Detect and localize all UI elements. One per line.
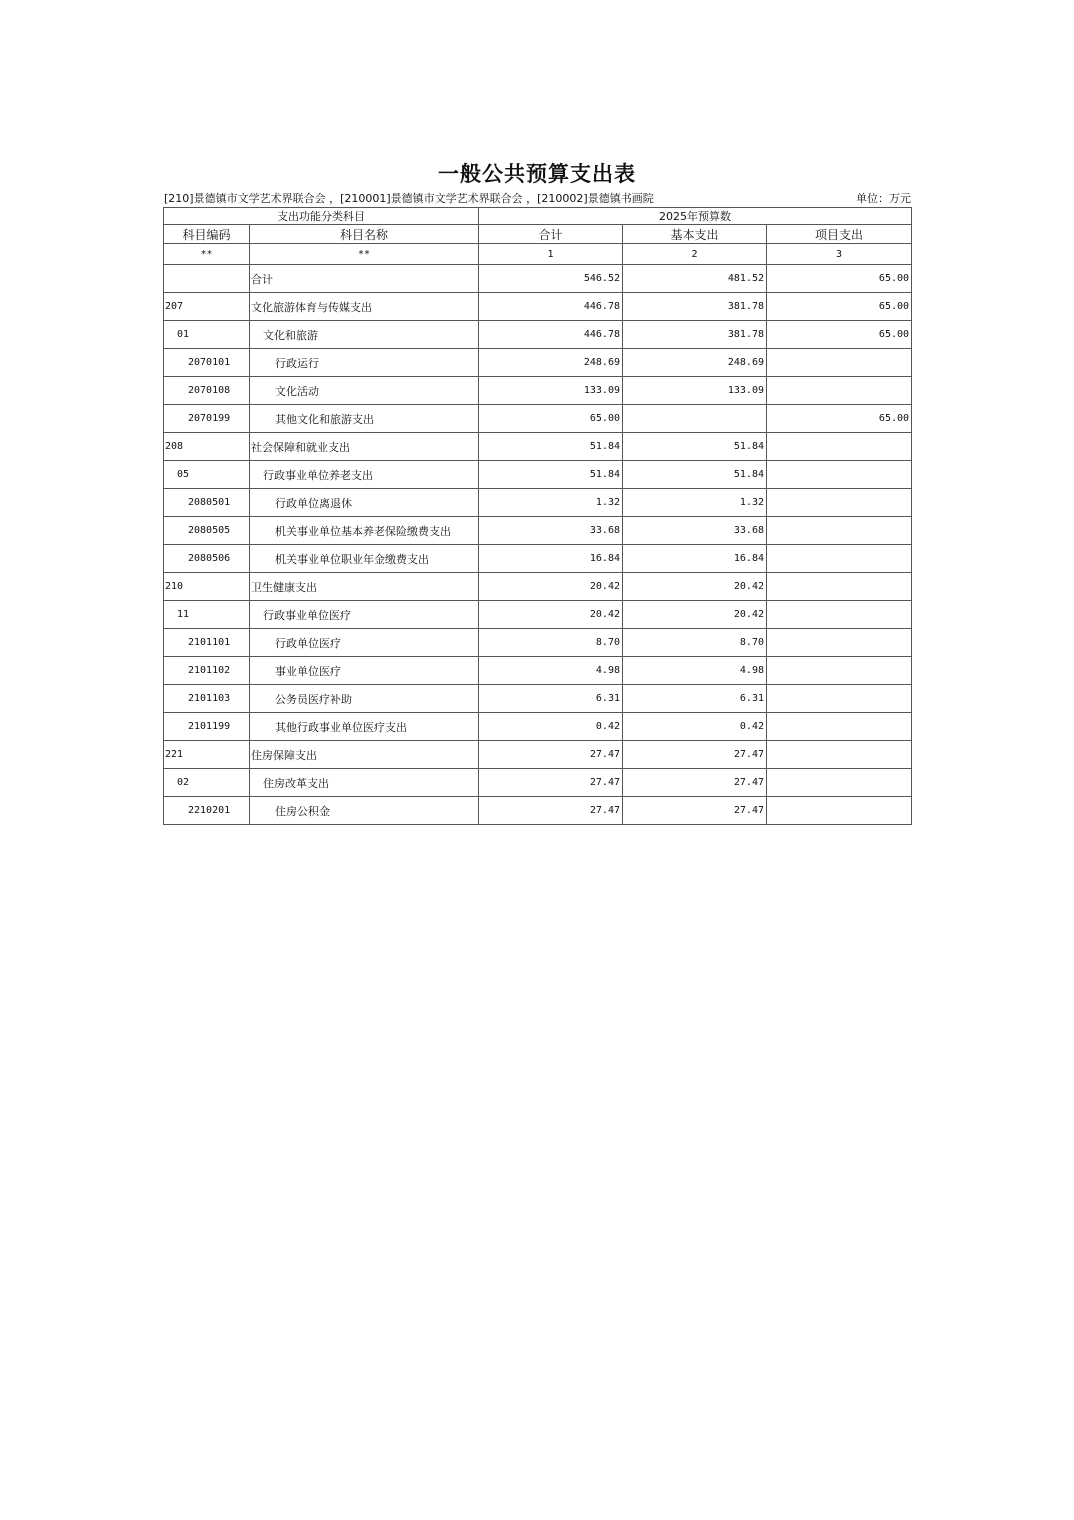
cell-code: 2080505 — [164, 517, 250, 545]
header-index-1: 1 — [479, 244, 623, 265]
header-name-mark: ** — [250, 244, 479, 265]
cell-total: 133.09 — [479, 377, 623, 405]
cell-project: 65.00 — [767, 293, 912, 321]
cell-name: 合计 — [250, 265, 479, 293]
cell-project — [767, 545, 912, 573]
cell-code: 207 — [164, 293, 250, 321]
cell-code: 2101103 — [164, 685, 250, 713]
cell-basic: 20.42 — [623, 573, 767, 601]
cell-project — [767, 489, 912, 517]
cell-total: 446.78 — [479, 293, 623, 321]
cell-basic: 248.69 — [623, 349, 767, 377]
cell-total: 27.47 — [479, 741, 623, 769]
cell-basic: 6.31 — [623, 685, 767, 713]
table-row — [164, 405, 912, 433]
cell-name: 文化旅游体育与传媒支出 — [250, 293, 479, 321]
cell-total: 33.68 — [479, 517, 623, 545]
cell-total: 0.42 — [479, 713, 623, 741]
table-row — [164, 545, 912, 573]
table-row — [164, 713, 912, 741]
table-row — [164, 265, 912, 293]
table-row — [164, 349, 912, 377]
cell-basic: 27.47 — [623, 769, 767, 797]
cell-total: 8.70 — [479, 629, 623, 657]
header-group-row — [164, 208, 912, 225]
header-index-3: 3 — [767, 244, 912, 265]
cell-code: 01 — [164, 321, 250, 349]
cell-basic: 133.09 — [623, 377, 767, 405]
table-row — [164, 461, 912, 489]
cell-code: 2070101 — [164, 349, 250, 377]
cell-name: 其他文化和旅游支出 — [250, 405, 479, 433]
cell-project — [767, 517, 912, 545]
cell-code: 2070199 — [164, 405, 250, 433]
cell-total: 51.84 — [479, 433, 623, 461]
cell-code: 11 — [164, 601, 250, 629]
header-index-2: 2 — [623, 244, 767, 265]
cell-basic: 381.78 — [623, 293, 767, 321]
cell-total: 248.69 — [479, 349, 623, 377]
table-row — [164, 517, 912, 545]
cell-project — [767, 573, 912, 601]
cell-total: 4.98 — [479, 657, 623, 685]
cell-basic: 381.78 — [623, 321, 767, 349]
cell-basic: 1.32 — [623, 489, 767, 517]
cell-project — [767, 461, 912, 489]
cell-project — [767, 741, 912, 769]
cell-name: 卫生健康支出 — [250, 573, 479, 601]
cell-project — [767, 797, 912, 825]
cell-basic: 481.52 — [623, 265, 767, 293]
table-row — [164, 769, 912, 797]
table-row — [164, 741, 912, 769]
cell-project — [767, 769, 912, 797]
header-basic: 基本支出 — [623, 225, 767, 244]
cell-name: 住房公积金 — [250, 797, 479, 825]
cell-basic: 0.42 — [623, 713, 767, 741]
cell-code: 2101199 — [164, 713, 250, 741]
cell-name: 文化和旅游 — [250, 321, 479, 349]
cell-basic: 8.70 — [623, 629, 767, 657]
unit-label: 单位：万元 — [856, 192, 911, 205]
cell-name: 机关事业单位基本养老保险缴费支出 — [250, 517, 479, 545]
cell-code: 2210201 — [164, 797, 250, 825]
subtitle-line — [164, 190, 911, 206]
cell-total: 20.42 — [479, 601, 623, 629]
cell-project: 65.00 — [767, 265, 912, 293]
cell-code: 02 — [164, 769, 250, 797]
cell-basic: 27.47 — [623, 741, 767, 769]
table-row — [164, 685, 912, 713]
table-row — [164, 573, 912, 601]
cell-name: 住房改革支出 — [250, 769, 479, 797]
cell-basic — [623, 405, 767, 433]
cell-project — [767, 713, 912, 741]
cell-project — [767, 657, 912, 685]
cell-basic: 33.68 — [623, 517, 767, 545]
cell-project: 65.00 — [767, 321, 912, 349]
cell-total: 65.00 — [479, 405, 623, 433]
budget-table — [163, 207, 912, 825]
cell-code — [164, 265, 250, 293]
cell-name: 住房保障支出 — [250, 741, 479, 769]
cell-project — [767, 601, 912, 629]
table-body — [164, 265, 912, 825]
cell-code: 2101101 — [164, 629, 250, 657]
organization-label: [210]景德镇市文学艺术界联合会 ，[210001]景德镇市文学艺术界联合会 ，[210002]景德镇书画院 — [164, 192, 654, 205]
cell-basic: 51.84 — [623, 461, 767, 489]
header-code: 科目编码 — [164, 225, 250, 244]
cell-code: 210 — [164, 573, 250, 601]
cell-total: 51.84 — [479, 461, 623, 489]
cell-name: 行政单位医疗 — [250, 629, 479, 657]
header-budget-group: 2025年预算数 — [479, 208, 912, 225]
table-row — [164, 601, 912, 629]
cell-name: 行政运行 — [250, 349, 479, 377]
cell-name: 行政单位离退休 — [250, 489, 479, 517]
table-row — [164, 433, 912, 461]
cell-basic: 16.84 — [623, 545, 767, 573]
cell-code: 2080501 — [164, 489, 250, 517]
cell-project — [767, 377, 912, 405]
cell-name: 其他行政事业单位医疗支出 — [250, 713, 479, 741]
table-row — [164, 489, 912, 517]
cell-total: 16.84 — [479, 545, 623, 573]
cell-name: 社会保障和就业支出 — [250, 433, 479, 461]
cell-basic: 51.84 — [623, 433, 767, 461]
cell-name: 行政事业单位医疗 — [250, 601, 479, 629]
cell-code: 221 — [164, 741, 250, 769]
cell-project — [767, 629, 912, 657]
cell-code: 2070108 — [164, 377, 250, 405]
cell-project — [767, 685, 912, 713]
header-code-mark: ** — [164, 244, 250, 265]
header-project: 项目支出 — [767, 225, 912, 244]
table-row — [164, 657, 912, 685]
cell-code: 208 — [164, 433, 250, 461]
cell-basic: 27.47 — [623, 797, 767, 825]
cell-name: 公务员医疗补助 — [250, 685, 479, 713]
header-index-row — [164, 244, 912, 265]
header-column-row — [164, 225, 912, 244]
table-row — [164, 797, 912, 825]
cell-total: 546.52 — [479, 265, 623, 293]
table-row — [164, 377, 912, 405]
cell-project — [767, 349, 912, 377]
cell-total: 446.78 — [479, 321, 623, 349]
cell-total: 1.32 — [479, 489, 623, 517]
cell-total: 6.31 — [479, 685, 623, 713]
table-row — [164, 293, 912, 321]
cell-total: 27.47 — [479, 797, 623, 825]
header-name: 科目名称 — [250, 225, 479, 244]
cell-total: 20.42 — [479, 573, 623, 601]
cell-code: 05 — [164, 461, 250, 489]
cell-name: 机关事业单位职业年金缴费支出 — [250, 545, 479, 573]
cell-project: 65.00 — [767, 405, 912, 433]
table-row — [164, 321, 912, 349]
cell-basic: 20.42 — [623, 601, 767, 629]
cell-code: 2080506 — [164, 545, 250, 573]
cell-project — [767, 433, 912, 461]
cell-name: 事业单位医疗 — [250, 657, 479, 685]
header-total: 合计 — [479, 225, 623, 244]
cell-total: 27.47 — [479, 769, 623, 797]
cell-name: 行政事业单位养老支出 — [250, 461, 479, 489]
cell-basic: 4.98 — [623, 657, 767, 685]
cell-name: 文化活动 — [250, 377, 479, 405]
page-title: 一般公共预算支出表 — [438, 161, 636, 186]
table-row — [164, 629, 912, 657]
cell-code: 2101102 — [164, 657, 250, 685]
header-category-group: 支出功能分类科目 — [164, 208, 479, 225]
